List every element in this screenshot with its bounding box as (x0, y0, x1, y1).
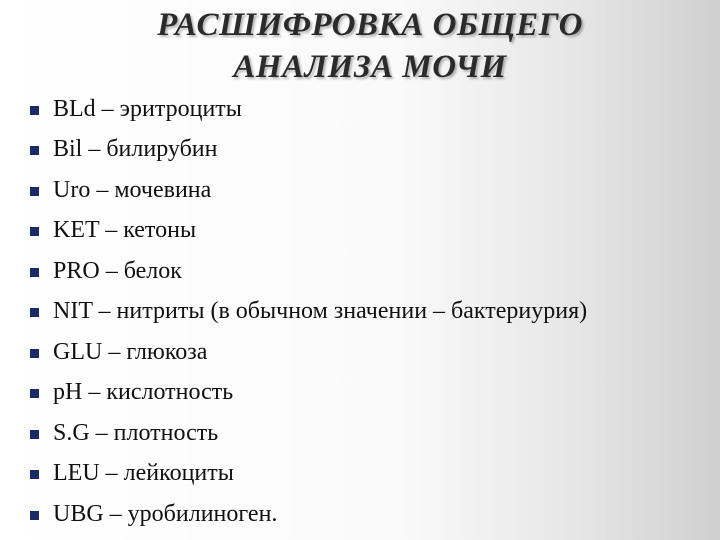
list-item-text: pH – кислотность (53, 379, 234, 406)
square-bullet-icon (30, 389, 39, 398)
list-item (30, 251, 587, 292)
square-bullet-icon (30, 511, 39, 520)
square-bullet-icon (30, 146, 39, 155)
list-item-text: Uro – мочевина (53, 176, 212, 203)
title-line-1: РАСШИФРОВКА ОБЩЕГО (157, 7, 583, 43)
title-line-2: АНАЛИЗА МОЧИ (233, 49, 507, 85)
list-item-text: BLd – эритроциты (53, 95, 242, 122)
list-item-text: UBG – уробилиноген. (53, 500, 278, 527)
square-bullet-icon (30, 187, 39, 196)
square-bullet-icon (30, 308, 39, 317)
abbreviation-list (30, 89, 587, 535)
list-item (30, 211, 587, 252)
square-bullet-icon (30, 430, 39, 439)
square-bullet-icon (30, 349, 39, 358)
list-item (30, 413, 587, 454)
list-item (30, 89, 587, 130)
list-item-text: NIT – нитриты (в обычном значении – бактериурия) (53, 298, 588, 325)
list-item (30, 454, 587, 495)
list-item-text: PRO – белок (53, 257, 182, 284)
slide-title (90, 4, 650, 88)
list-item-text: Bil – билирубин (53, 136, 218, 163)
list-item (30, 494, 587, 535)
list-item-text: S.G – плотность (53, 419, 219, 446)
list-item-text: KET – кетоны (53, 217, 197, 244)
square-bullet-icon (30, 268, 39, 277)
list-item (30, 170, 587, 211)
square-bullet-icon (30, 227, 39, 236)
list-item (30, 292, 587, 333)
list-item-text: LEU – лейкоциты (53, 460, 234, 487)
list-item (30, 332, 587, 373)
list-item-text: GLU – глюкоза (53, 338, 208, 365)
square-bullet-icon (30, 470, 39, 479)
list-item (30, 130, 587, 171)
square-bullet-icon (30, 106, 39, 115)
list-item (30, 373, 587, 414)
